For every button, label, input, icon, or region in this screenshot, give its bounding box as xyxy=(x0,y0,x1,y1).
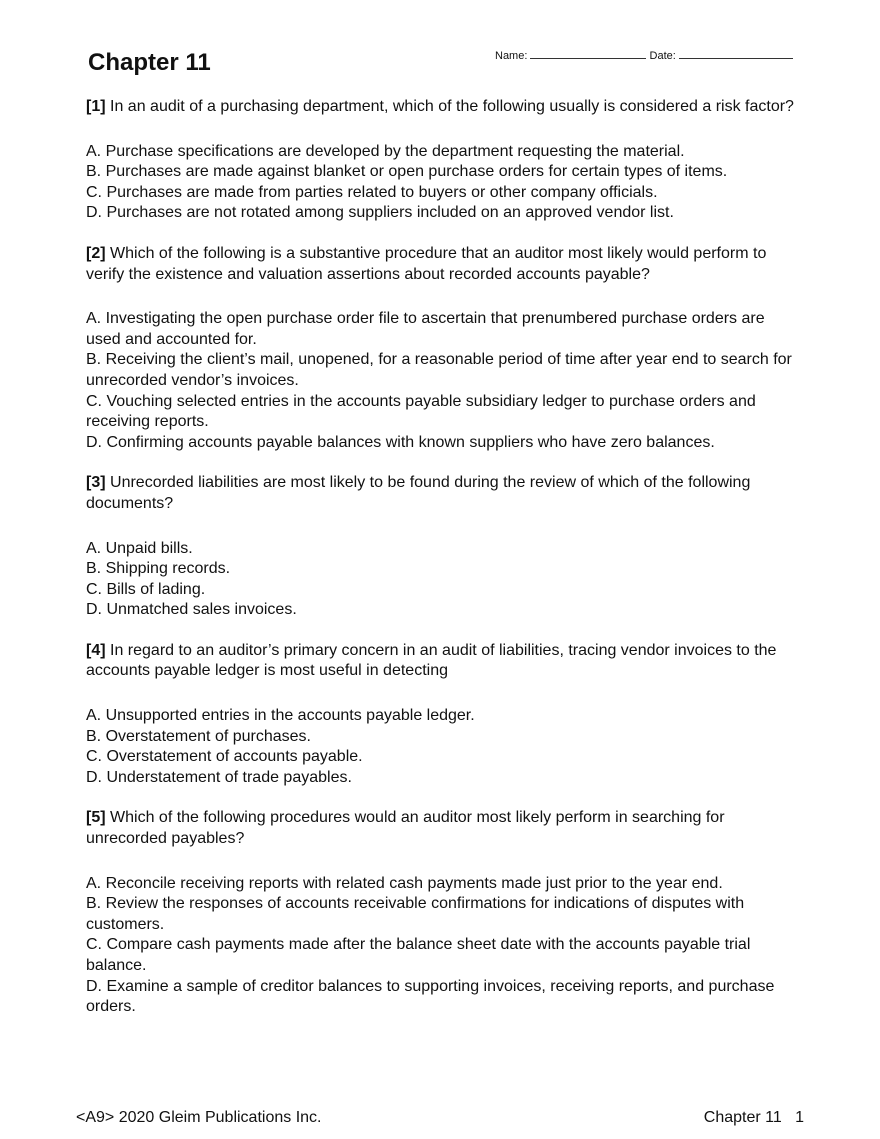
question-list xyxy=(86,97,794,1038)
footer-copyright: <A9> 2020 Gleim Publications Inc. xyxy=(76,1109,322,1126)
answer-option: A. Unpaid bills. xyxy=(86,539,193,557)
answer-option: C. Overstatement of accounts payable. xyxy=(86,748,363,766)
answer-option: C. Purchases are made from parties related to buyers or other company officials. xyxy=(86,183,658,201)
date-label: Date: xyxy=(649,50,676,62)
question-text xyxy=(86,97,794,118)
answer-option: B. Shipping records. xyxy=(86,560,231,578)
question-stem: In regard to an auditor’s primary concern in an audit of liabilities, tracing vendor invoices to the accounts payable ledger is most useful in detecting xyxy=(86,641,777,680)
answer-option: A. Reconcile receiving reports with related cash payments made just prior to the year end. xyxy=(86,874,723,892)
date-line xyxy=(679,47,793,59)
name-label: Name: xyxy=(495,50,528,62)
answer-option: A. Purchase specifications are developed by the department requesting the material. xyxy=(86,142,685,160)
answer-option: D. Confirming accounts payable balances with known suppliers who have zero balances. xyxy=(86,433,715,451)
answer-option: D. Unmatched sales invoices. xyxy=(86,601,297,619)
page-title: Chapter 11 xyxy=(88,49,211,76)
name-line xyxy=(530,47,646,59)
footer-page-info xyxy=(704,1109,804,1127)
answer-options xyxy=(86,706,794,788)
question-stem: Which of the following is a substantive procedure that an auditor most likely would perform to verify the existence and valuation assertions about recorded accounts payable? xyxy=(86,244,767,283)
question-number: [1] xyxy=(86,98,106,115)
answer-option: C. Compare cash payments made after the balance sheet date with the accounts payable trial balance. xyxy=(86,936,751,974)
question-text xyxy=(86,244,794,285)
question-stem: In an audit of a purchasing department, which of the following usually is considered a risk factor? xyxy=(110,98,794,115)
answer-options xyxy=(86,874,794,1018)
question-text xyxy=(86,641,794,682)
question xyxy=(86,97,794,224)
question-text xyxy=(86,808,794,849)
page-number: 1 xyxy=(795,1109,804,1126)
answer-option: C. Bills of lading. xyxy=(86,580,206,598)
footer-chapter: Chapter 11 xyxy=(703,1109,782,1126)
answer-options xyxy=(86,309,794,453)
answer-option: A. Investigating the open purchase order file to ascertain that prenumbered purchase orders are used and accounted for. xyxy=(86,310,765,348)
answer-option: B. Overstatement of purchases. xyxy=(86,727,311,745)
answer-option: C. Vouching selected entries in the accounts payable subsidiary ledger to purchase orders and receiving reports. xyxy=(86,392,756,431)
answer-option: D. Examine a sample of creditor balances to supporting invoices, receiving reports, and purchase orders. xyxy=(86,977,775,1016)
answer-options xyxy=(86,142,794,224)
answer-option: D. Purchases are not rotated among suppliers included on an approved vendor list. xyxy=(86,204,674,222)
question xyxy=(86,641,794,789)
answer-options xyxy=(86,539,794,621)
question xyxy=(86,808,794,1017)
question-text xyxy=(86,473,794,514)
question-number: [4] xyxy=(86,641,106,659)
question-stem: Which of the following procedures would an auditor most likely perform in searching for unrecorded payables? xyxy=(86,809,725,848)
question-stem: Unrecorded liabilities are most likely to be found during the review of which of the following documents? xyxy=(86,474,751,512)
answer-option: B. Review the responses of accounts receivable confirmations for indications of disputes with customers. xyxy=(86,895,745,933)
answer-option: B. Receiving the client’s mail, unopened, for a reasonable period of time after year end to search for unrecorded vendor’s invoices. xyxy=(86,351,792,389)
question-number: [5] xyxy=(86,809,106,827)
question xyxy=(86,244,794,453)
name-date-fields xyxy=(495,47,793,62)
question xyxy=(86,473,794,621)
answer-option: A. Unsupported entries in the accounts payable ledger. xyxy=(86,707,475,725)
answer-option: D. Understatement of trade payables. xyxy=(86,768,352,786)
question-number: [3] xyxy=(86,474,106,492)
answer-option: B. Purchases are made against blanket or open purchase orders for certain types of items. xyxy=(86,163,728,181)
question-number: [2] xyxy=(86,244,106,262)
